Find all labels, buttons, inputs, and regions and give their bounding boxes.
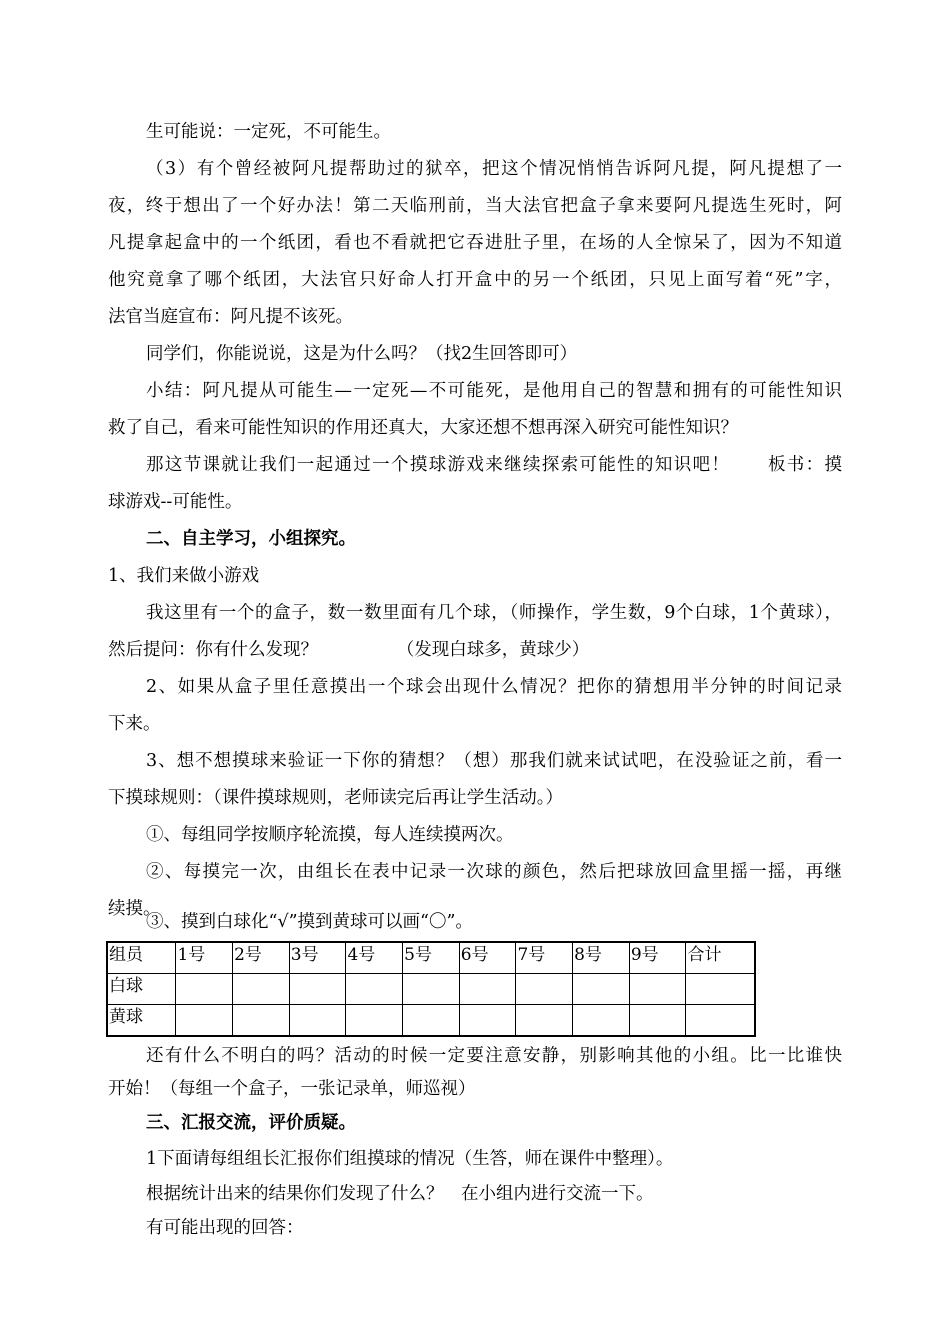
row-label: 白球 [107, 974, 176, 1005]
table-cell [459, 974, 516, 1005]
table-cell [233, 974, 290, 1005]
paragraph-line: 夜，终于想出了一个好办法！第二天临刑前，当大法官把盒子拿来要阿凡提选生死时，阿 [108, 196, 842, 216]
section-heading: 三、汇报交流，评价质疑。 [146, 1113, 356, 1133]
table-cell [573, 974, 630, 1005]
table-header-cell: 4号 [346, 942, 403, 974]
table-cell [403, 974, 460, 1005]
paragraph-line: 那这节课就让我们一起通过一个摸球游戏来继续探索可能性的知识吧！ 板书：摸 [146, 455, 842, 475]
table-cell [289, 1005, 346, 1037]
table-cell [686, 1005, 755, 1037]
paragraph-line: 他究竟拿了哪个纸团，大法官只好命人打开盒中的另一个纸团，只见上面写着“死”字， [108, 270, 842, 290]
rule-item: ②、每摸完一次，由组长在表中记录一次球的颜色，然后把球放回盒里摇一摇，再继 [146, 862, 842, 882]
table-header-cell: 2号 [233, 942, 290, 974]
paragraph-line: 凡提拿起盒中的一个纸团，看也不看就把它吞进肚子里，在场的人全惊呆了，因为不知道 [108, 233, 842, 253]
paragraph-line: 2、如果从盒子里任意摸出一个球会出现什么情况？把你的猜想用半分钟的时间记录 [146, 677, 842, 697]
table-cell [629, 1005, 686, 1037]
table-cell [346, 974, 403, 1005]
table-cell [346, 1005, 403, 1037]
subsection-heading: 1、我们来做小游戏 [108, 566, 260, 586]
paragraph-line: （3）有个曾经被阿凡提帮助过的狱卒，把这个情况悄悄告诉阿凡提，阿凡提想了一 [146, 159, 842, 179]
paragraph-line: 还有什么不明白的吗？活动的时候一定要注意安静，别影响其他的小组。比一比谁快 [146, 1046, 842, 1066]
section-heading: 二、自主学习，小组探究。 [146, 529, 356, 549]
paragraph-line: 3、想不想摸球来验证一下你的猜想？（想）那我们就来试试吧，在没验证之前，看一 [146, 751, 842, 771]
table-cell [233, 1005, 290, 1037]
table-header-cell: 3号 [289, 942, 346, 974]
table-header-row [107, 942, 755, 974]
table-header-cell: 9号 [629, 942, 686, 974]
paragraph-line: 小结：阿凡提从可能生—一定死—不可能死，是他用自己的智慧和拥有的可能性知识 [146, 381, 842, 401]
paragraph-line: 1下面请每组组长汇报你们组摸球的情况（生答，师在课件中整理）。 [146, 1149, 674, 1169]
paragraph-line: 我这里有一个的盒子，数一数里面有几个球，（师操作，学生数，9个白球，1个黄球）， [146, 603, 842, 623]
table-cell [176, 1005, 233, 1037]
paragraph-line: 有可能出现的回答： [146, 1218, 304, 1238]
rule-item: ①、每组同学按顺序轮流摸，每人连续摸两次。 [146, 825, 514, 845]
table-header-cell: 7号 [516, 942, 573, 974]
table-header-cell: 1号 [176, 942, 233, 974]
paragraph-line: 法官当庭宣布：阿凡提不该死。 [108, 307, 353, 327]
table-cell [289, 974, 346, 1005]
table-header-cell: 5号 [403, 942, 460, 974]
table-row [107, 974, 755, 1005]
record-table [106, 941, 756, 1037]
table-header-cell: 8号 [573, 942, 630, 974]
table-header-cell: 6号 [459, 942, 516, 974]
paragraph-line: 同学们，你能说说，这是为什么吗？（找2生回答即可） [146, 344, 578, 364]
table-cell [629, 974, 686, 1005]
table-cell [686, 974, 755, 1005]
table-cell [516, 1005, 573, 1037]
table-cell [573, 1005, 630, 1037]
rule-item: 续摸。 [108, 899, 161, 919]
table-header-cell: 合计 [686, 942, 755, 974]
paragraph-line: 开始！（每组一个盒子，一张记录单，师巡视） [108, 1079, 476, 1099]
paragraph-line: 救了自己，看来可能性知识的作用还真大，大家还想不想再深入研究可能性知识？ [108, 418, 738, 438]
table-header-cell: 组员 [107, 942, 176, 974]
table-cell [516, 974, 573, 1005]
table-cell [403, 1005, 460, 1037]
paragraph-line: 球游戏--可能性。 [108, 492, 243, 512]
row-label: 黄球 [107, 1005, 176, 1037]
paragraph-line: 下摸球规则：（课件摸球规则，老师读完后再让学生活动。） [108, 788, 563, 808]
paragraph-line: 生可能说：一定死，不可能生。 [146, 122, 391, 142]
paragraph-line: 根据统计出来的结果你们发现了什么？ 在小组内进行交流一下。 [146, 1184, 654, 1204]
table-row [107, 1005, 755, 1037]
table-cell [459, 1005, 516, 1037]
paragraph-line: 然后提问：你有什么发现？ （发现白球多，黄球少） [108, 640, 590, 660]
rule-item: ③、摸到白球化“√”摸到黄球可以画“〇”。 [146, 912, 473, 932]
table-cell [176, 974, 233, 1005]
paragraph-line: 下来。 [108, 714, 161, 734]
